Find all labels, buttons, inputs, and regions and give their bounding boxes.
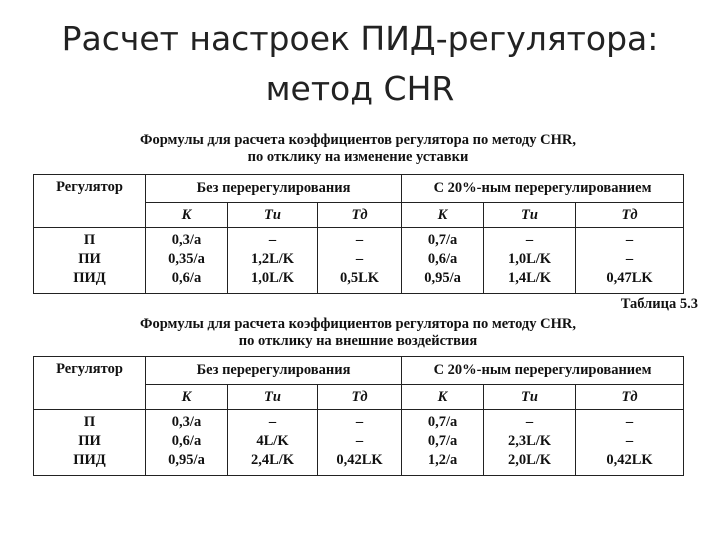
table-value: –: [355, 414, 364, 430]
table1-col-td-20: [576, 228, 684, 294]
table-value: 1,0L/K: [507, 251, 552, 267]
table2-col-td-20: [576, 410, 684, 476]
table-value: 0,6/a: [171, 270, 202, 286]
table2-param-header: Tи: [228, 385, 318, 410]
table2-regulator-cell: [34, 410, 146, 476]
table-number: Таблица 5.3: [620, 296, 698, 312]
table-value: 1,0L/K: [250, 270, 295, 286]
table-value: –: [625, 232, 634, 248]
table-value: 2,0L/K: [507, 452, 552, 468]
table2-col-td: [318, 410, 402, 476]
table1-param-header: Tд: [576, 203, 684, 228]
regulator-name: ПИ: [78, 433, 101, 449]
regulator-name: П: [83, 232, 96, 248]
table1-param-header: Tи: [484, 203, 576, 228]
table2: [33, 356, 684, 476]
regulator-name: ПИД: [73, 270, 106, 286]
table2-col-ti: [228, 410, 318, 476]
table-value: –: [268, 232, 277, 248]
table-value: –: [525, 232, 534, 248]
table1-regulator-cell: [34, 228, 146, 294]
table-value: 0,5LK: [339, 270, 380, 286]
table2-param-header: K: [146, 385, 228, 410]
table2-caption: [34, 316, 682, 350]
table-value: 2,3L/K: [507, 433, 552, 449]
table-value: 0,7/a: [427, 414, 458, 430]
table1-col-td: [318, 228, 402, 294]
table2-header-regulator: Регулятор: [34, 357, 146, 410]
table-value: 0,7/a: [427, 232, 458, 248]
table-value: 0,3/a: [171, 232, 202, 248]
table1-param-header: Tи: [228, 203, 318, 228]
table1-param-header: K: [402, 203, 484, 228]
table2-col-k: [146, 410, 228, 476]
table-value: 0,6/a: [427, 251, 458, 267]
table2-param-header: Tи: [484, 385, 576, 410]
table2-param-header: Tд: [576, 385, 684, 410]
table2-header-no-overshoot: Без перерегулирования: [146, 357, 402, 385]
table-value: –: [355, 232, 364, 248]
table1-col-k-20: [402, 228, 484, 294]
table1-header-overshoot: С 20%-ным перерегулированием: [402, 175, 684, 203]
table2-param-header: Tд: [318, 385, 402, 410]
table2-header-overshoot: С 20%-ным перерегулированием: [402, 357, 684, 385]
table-value: 0,42LK: [606, 452, 653, 468]
table-value: 4L/K: [256, 433, 289, 449]
table-value: 1,2/a: [427, 452, 458, 468]
regulator-name: ПИД: [73, 452, 106, 468]
table1-header-regulator: Регулятор: [34, 175, 146, 228]
slide-title: [0, 14, 720, 114]
table-value: –: [525, 414, 534, 430]
table-value: –: [625, 433, 634, 449]
table-value: –: [268, 414, 277, 430]
table1-param-header: K: [146, 203, 228, 228]
table1-caption-line-1: Формулы для расчета коэффициентов регулятора по методу CHR,: [140, 132, 576, 148]
table1-caption: [34, 132, 682, 166]
table-value: 0,7/a: [427, 433, 458, 449]
table2-col-ti-20: [484, 410, 576, 476]
table1-col-k: [146, 228, 228, 294]
table2-caption-line-2: по отклику на внешние воздействия: [238, 333, 478, 349]
table-value: 0,35/a: [168, 251, 205, 267]
regulator-name: ПИ: [78, 251, 101, 267]
table1-caption-line-2: по отклику на изменение уставки: [247, 149, 469, 165]
slide-title-line-2: метод CHR: [265, 69, 455, 108]
table1-header-no-overshoot: Без перерегулирования: [146, 175, 402, 203]
slide-title-line-1: Расчет настроек ПИД-регулятора:: [61, 19, 659, 58]
table-value: –: [355, 251, 364, 267]
regulator-name: П: [83, 414, 96, 430]
table-value: 0,47LK: [606, 270, 653, 286]
table-value: 0,6/a: [171, 433, 202, 449]
table1: [33, 174, 684, 294]
table1-col-ti: [228, 228, 318, 294]
table-value: 2,4L/K: [250, 452, 295, 468]
table1-col-ti-20: [484, 228, 576, 294]
table-value: 0,95/a: [424, 270, 461, 286]
table2-param-header: K: [402, 385, 484, 410]
table-value: –: [625, 414, 634, 430]
table-value: 1,4L/K: [507, 270, 552, 286]
table-value: –: [625, 251, 634, 267]
table2-col-k-20: [402, 410, 484, 476]
table2-caption-line-1: Формулы для расчета коэффициентов регулятора по методу CHR,: [140, 316, 576, 332]
table-value: –: [355, 433, 364, 449]
table1-param-header: Tд: [318, 203, 402, 228]
table-value: 0,42LK: [336, 452, 383, 468]
table-value: 0,95/a: [168, 452, 205, 468]
table-value: 0,3/a: [171, 414, 202, 430]
table-value: 1,2L/K: [250, 251, 295, 267]
